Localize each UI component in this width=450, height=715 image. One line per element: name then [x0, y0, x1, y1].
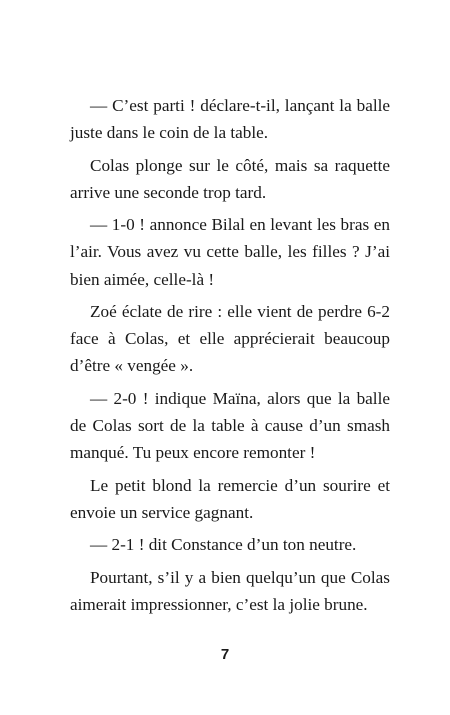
- page-number: 7: [220, 646, 230, 663]
- paragraph-3: — 1-0 ! annonce Bilal en levant les bras en l’air. Vous avez vu cette balle, les filles ? J’ai bien aimée, celle-là !: [70, 215, 390, 289]
- paragraph-5: — 2-0 ! indique Maïna, alors que la balle de Colas sort de la table à cause d’un smash manqué. Tu peux encore remonter !: [70, 388, 390, 463]
- paragraph-7: — 2-1 ! dit Constance d’un ton neutre.: [90, 535, 357, 555]
- body-text: [70, 92, 390, 623]
- paragraph-2: Colas plonge sur le côté, mais sa raquette arrive une seconde trop tard.: [70, 155, 390, 202]
- paragraph-6: Le petit blond la remercie d’un sourire et envoie un service gagnant.: [70, 475, 390, 522]
- paragraph-4: Zoé éclate de rire : elle vient de perdre 6-2 face à Colas, et elle apprécierait beaucoup d’être « vengée ».: [70, 301, 390, 376]
- paragraph-8: Pourtant, s’il y a bien quelqu’un que Colas aimerait impressionner, c’est la jolie brune.: [70, 567, 390, 614]
- paragraph-1: — C’est parti ! déclare-t-il, lançant la balle juste dans le coin de la table.: [70, 96, 390, 143]
